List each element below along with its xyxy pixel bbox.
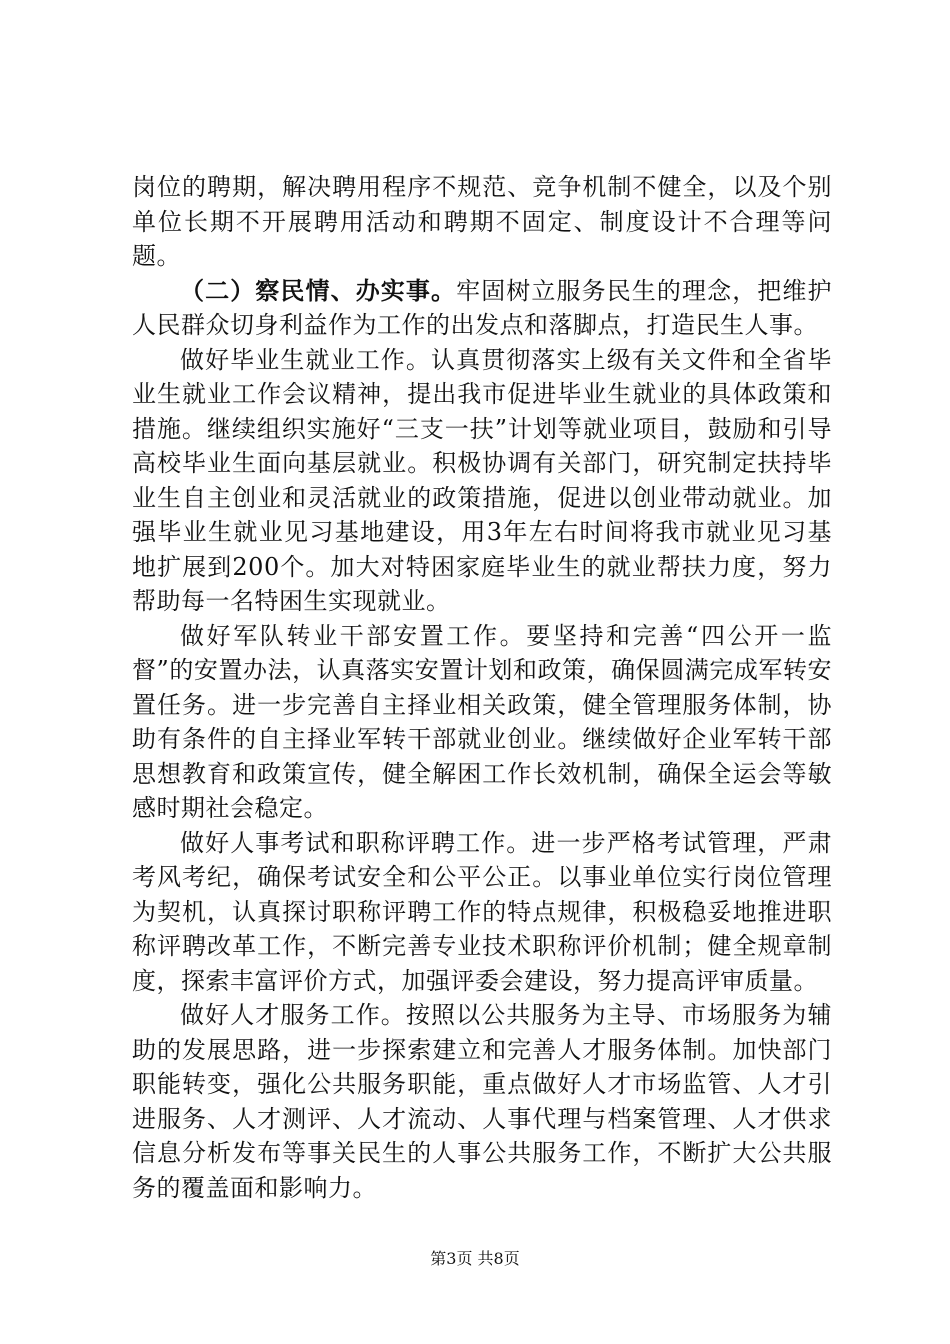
paragraph-section-heading [132,274,832,343]
paragraph-text: 做好人才服务工作。按照以公共服务为主导、市场服务为辅助的发展思路，进一步探索建立和完善人才服务体制。加快部门职能转变，强化公共服务职能，重点做好人才市场监管、人才引进服务、人才测评、人才流动、人事代理与档案管理、人才供求信息分析发布等事关民生的人事公共服务工作，不断扩大公共服务的覆盖面和影响力。 [132,1001,832,1202]
paragraph-text: 岗位的聘期，解决聘用程序不规范、竞争机制不健全，以及个别单位长期不开展聘用活动和聘期不固定、制度设计不合理等问题。 [132,173,832,270]
paragraph-graduate-employment [132,343,832,619]
paragraph-text: 做好军队转业干部安置工作。要坚持和完善“四公开一监督”的安置办法，认真落实安置计划和政策，确保圆满完成军转安置任务。进一步完善自主择业相关政策，健全管理服务体制，协助有条件的自主择业军转干部就业创业。继续做好企业军转干部思想教育和政策宣传，健全解困工作长效机制，确保全运会等敏感时期社会稳定。 [132,621,832,822]
paragraph-talent-services [132,998,832,1205]
section-heading: （二）察民情、办实事。 [180,275,457,305]
paragraph-text: 做好人事考试和职称评聘工作。进一步严格考试管理，严肃考风考纪，确保考试安全和公平公正。以事业单位实行岗位管理为契机，认真探讨职称评聘工作的特点规律，积极稳妥地推进职称评聘改革工作，不断完善专业技术职称评价机制；健全规章制度，探索丰富评价方式，加强评委会建设，努力提高评审质量。 [132,828,832,995]
paragraph-text: 做好毕业生就业工作。认真贯彻落实上级有关文件和全省毕业生就业工作会议精神，提出我市促进毕业生就业的具体政策和措施。继续组织实施好“三支一扶”计划等就业项目，鼓励和引导高校毕业生面向基层就业。积极协调有关部门，研究制定扶持毕业生自主创业和灵活就业的政策措施，促进以创业带动就业。加强毕业生就业见习基地建设，用3年左右时间将我市就业见习基地扩展到200个。加大对特困家庭毕业生的就业帮扶力度，努力帮助每一名特困生实现就业。 [132,345,832,615]
paragraph-continuation [132,170,832,274]
paragraph-text: 牢固树立服务民生的理念，把维护人民群众切身利益作为工作的出发点和落脚点，打造民生人事。 [132,276,833,339]
paragraph-exams-titles [132,826,832,999]
document-body [132,170,832,1205]
page-number-footer: 第3页 共8页 [430,1249,520,1268]
paragraph-military-transfer [132,619,832,826]
